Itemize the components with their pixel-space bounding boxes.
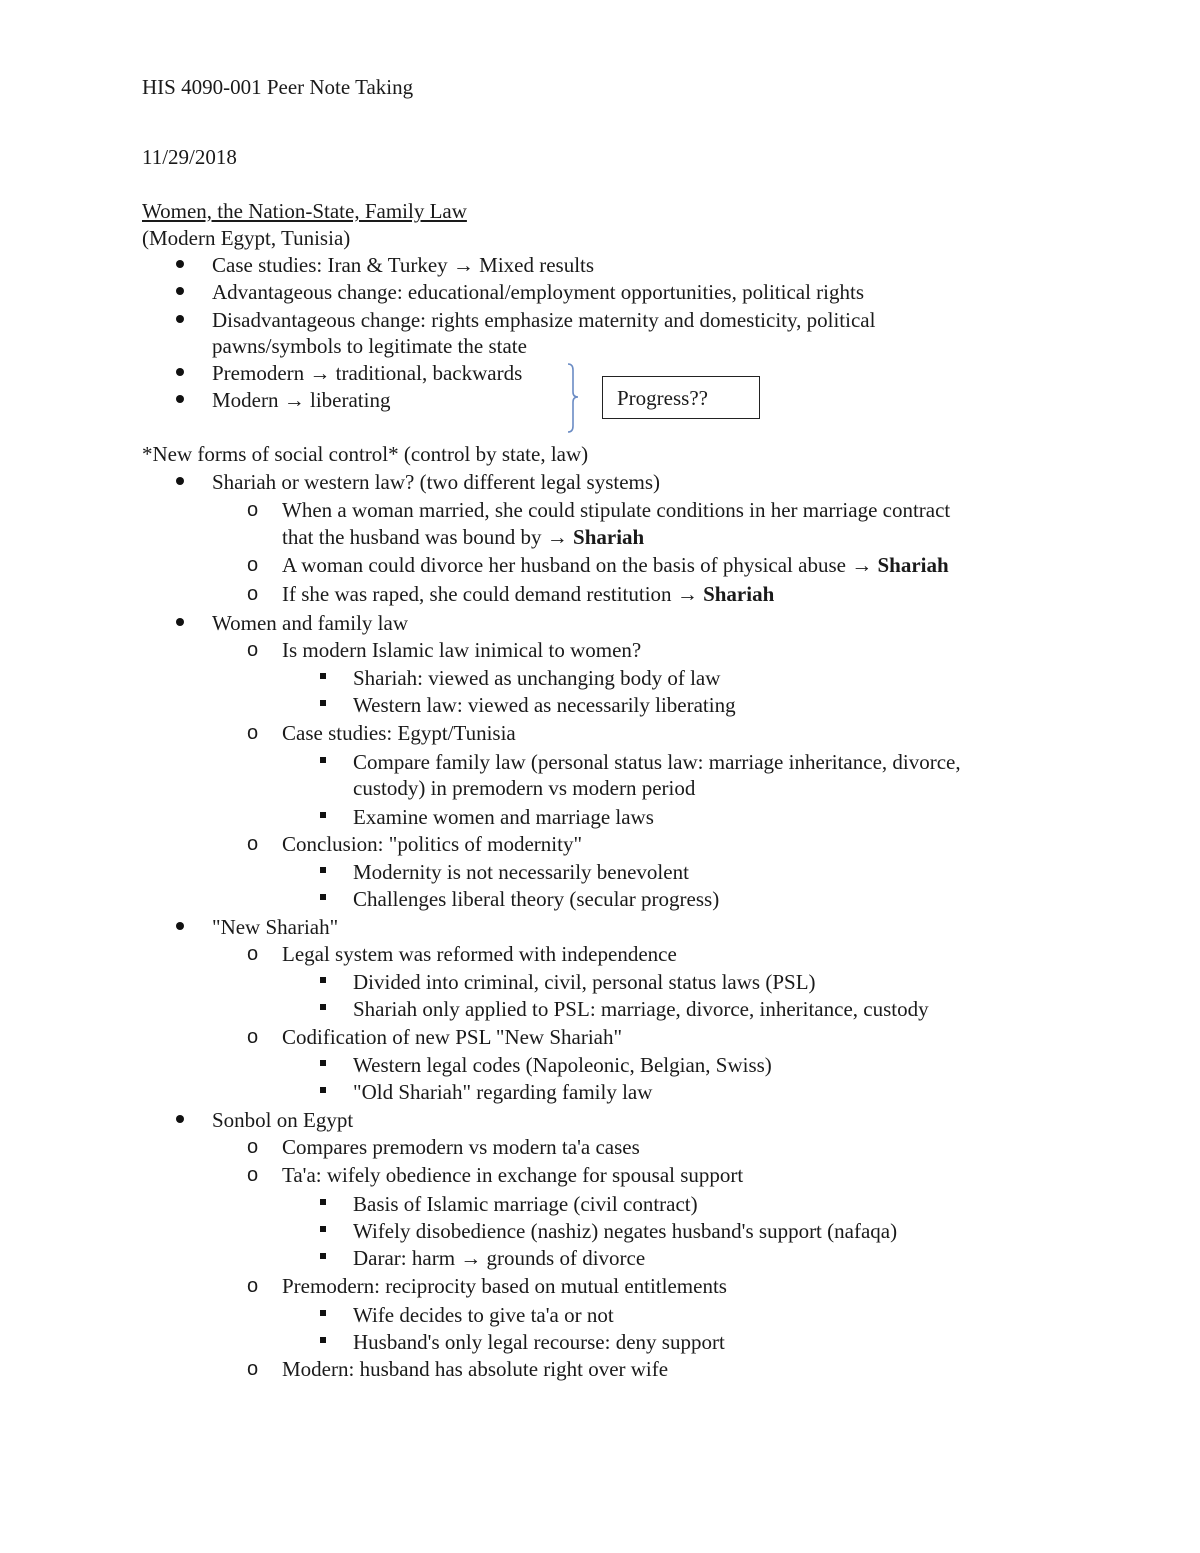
- bullet-icon: [176, 477, 184, 485]
- square-bullet-icon: [320, 1337, 326, 1343]
- circle-bullet-icon: o: [247, 722, 259, 744]
- wife-decides-item: Wife decides to give ta'a or not: [353, 1303, 614, 1327]
- old-shariah-item: "Old Shariah" regarding family law: [353, 1080, 653, 1104]
- circle-bullet-icon: o: [247, 1026, 259, 1048]
- shariah-psl-item: Shariah only applied to PSL: marriage, divorce, inheritance, custody: [353, 997, 929, 1021]
- bullet-icon: [176, 1115, 184, 1123]
- marriage-contract-line2: that the husband was bound by → Shariah: [282, 525, 645, 549]
- intro-bullet-3-line2: pawns/symbols to legitimate the state: [212, 334, 527, 358]
- arrow-icon: →: [851, 553, 873, 577]
- progress-label: Progress??: [617, 386, 708, 410]
- divided-laws-item: Divided into criminal, civil, personal status laws (PSL): [353, 970, 816, 994]
- bullet-icon: [176, 287, 184, 295]
- bullet-icon: [176, 315, 184, 323]
- western-view-item: Western law: viewed as necessarily liberating: [353, 693, 736, 717]
- modernity-item: Modernity is not necessarily benevolent: [353, 860, 689, 884]
- restitution-item: If she was raped, she could demand restitution → Shariah: [282, 582, 775, 606]
- compares-taa-item: Compares premodern vs modern ta'a cases: [282, 1135, 640, 1159]
- compare-family-law-line2: custody) in premodern vs modern period: [353, 776, 696, 800]
- arrow-icon: →: [546, 525, 568, 549]
- divorce-abuse-item: A woman could divorce her husband on the basis of physical abuse → Shariah: [282, 553, 949, 577]
- circle-bullet-icon: o: [247, 1275, 259, 1297]
- topic-title: Women, the Nation-State, Family Law: [142, 199, 467, 223]
- square-bullet-icon: [320, 1310, 326, 1316]
- intro-bullet-4: Premodern → traditional, backwards: [212, 361, 523, 385]
- square-bullet-icon: [320, 1087, 326, 1093]
- husband-recourse-item: Husband's only legal recourse: deny support: [353, 1330, 725, 1354]
- arrow-icon: →: [452, 253, 474, 277]
- intro-bullet-1: Case studies: Iran & Turkey → Mixed results: [212, 253, 595, 277]
- case-studies-item: Case studies: Egypt/Tunisia: [282, 721, 516, 745]
- topic-subtitle: (Modern Egypt, Tunisia): [142, 226, 351, 250]
- examine-women-item: Examine women and marriage laws: [353, 805, 654, 829]
- circle-bullet-icon: o: [247, 639, 259, 661]
- modern-husband-item: Modern: husband has absolute right over wife: [282, 1357, 669, 1381]
- square-bullet-icon: [320, 1199, 326, 1205]
- islamic-marriage-item: Basis of Islamic marriage (civil contract): [353, 1192, 698, 1216]
- bullet-icon: [176, 395, 184, 403]
- square-bullet-icon: [320, 700, 326, 706]
- bullet-icon: [176, 260, 184, 268]
- circle-bullet-icon: o: [247, 499, 259, 521]
- circle-bullet-icon: o: [247, 583, 259, 605]
- shariah-western-label: Shariah or western law? (two different legal systems): [212, 470, 661, 494]
- square-bullet-icon: [320, 867, 326, 873]
- new-shariah-label: "New Shariah": [212, 915, 339, 939]
- darar-item: Darar: harm → grounds of divorce: [353, 1246, 646, 1270]
- square-bullet-icon: [320, 1060, 326, 1066]
- bullet-icon: [176, 922, 184, 930]
- bullet-icon: [176, 368, 184, 376]
- circle-bullet-icon: o: [247, 1164, 259, 1186]
- circle-bullet-icon: o: [247, 943, 259, 965]
- square-bullet-icon: [320, 1004, 326, 1010]
- codification-item: Codification of new PSL "New Shariah": [282, 1025, 623, 1049]
- square-bullet-icon: [320, 673, 326, 679]
- liberal-theory-item: Challenges liberal theory (secular progress): [353, 887, 720, 911]
- course-title: HIS 4090-001 Peer Note Taking: [142, 75, 414, 99]
- conclusion-item: Conclusion: "politics of modernity": [282, 832, 583, 856]
- compare-family-law-line1: Compare family law (personal status law: marriage inheritance, divorce,: [353, 750, 961, 774]
- arrow-icon: →: [309, 361, 331, 385]
- taa-definition-item: Ta'a: wifely obedience in exchange for spousal support: [282, 1163, 744, 1187]
- social-control-heading: *New forms of social control* (control by state, law): [142, 442, 589, 466]
- arrow-icon: →: [676, 582, 698, 606]
- intro-bullet-5: Modern → liberating: [212, 388, 391, 412]
- square-bullet-icon: [320, 1253, 326, 1259]
- sonbol-label: Sonbol on Egypt: [212, 1108, 354, 1132]
- legal-reform-item: Legal system was reformed with independence: [282, 942, 677, 966]
- square-bullet-icon: [320, 894, 326, 900]
- square-bullet-icon: [320, 757, 326, 763]
- arrow-icon: →: [460, 1246, 482, 1270]
- progress-textbox: [602, 376, 760, 419]
- note-date: 11/29/2018: [142, 145, 237, 169]
- nashiz-item: Wifely disobedience (nashiz) negates husband's support (nafaqa): [353, 1219, 898, 1243]
- shariah-view-item: Shariah: viewed as unchanging body of law: [353, 666, 721, 690]
- intro-bullet-3-line1: Disadvantageous change: rights emphasize maternity and domesticity, political: [212, 308, 876, 332]
- family-law-label: Women and family law: [212, 611, 409, 635]
- premodern-reciprocity-item: Premodern: reciprocity based on mutual entitlements: [282, 1274, 727, 1298]
- circle-bullet-icon: o: [247, 833, 259, 855]
- bullet-icon: [176, 618, 184, 626]
- western-codes-item: Western legal codes (Napoleonic, Belgian, Swiss): [353, 1053, 772, 1077]
- inimical-question: Is modern Islamic law inimical to women?: [282, 638, 642, 662]
- circle-bullet-icon: o: [247, 1358, 259, 1380]
- circle-bullet-icon: o: [247, 554, 259, 576]
- intro-bullet-2: Advantageous change: educational/employment opportunities, political rights: [212, 280, 865, 304]
- circle-bullet-icon: o: [247, 1136, 259, 1158]
- marriage-contract-line1: When a woman married, she could stipulate conditions in her marriage contract: [282, 498, 951, 522]
- arrow-icon: →: [283, 388, 305, 412]
- square-bullet-icon: [320, 1226, 326, 1232]
- square-bullet-icon: [320, 812, 326, 818]
- brace-icon: [560, 362, 584, 434]
- square-bullet-icon: [320, 977, 326, 983]
